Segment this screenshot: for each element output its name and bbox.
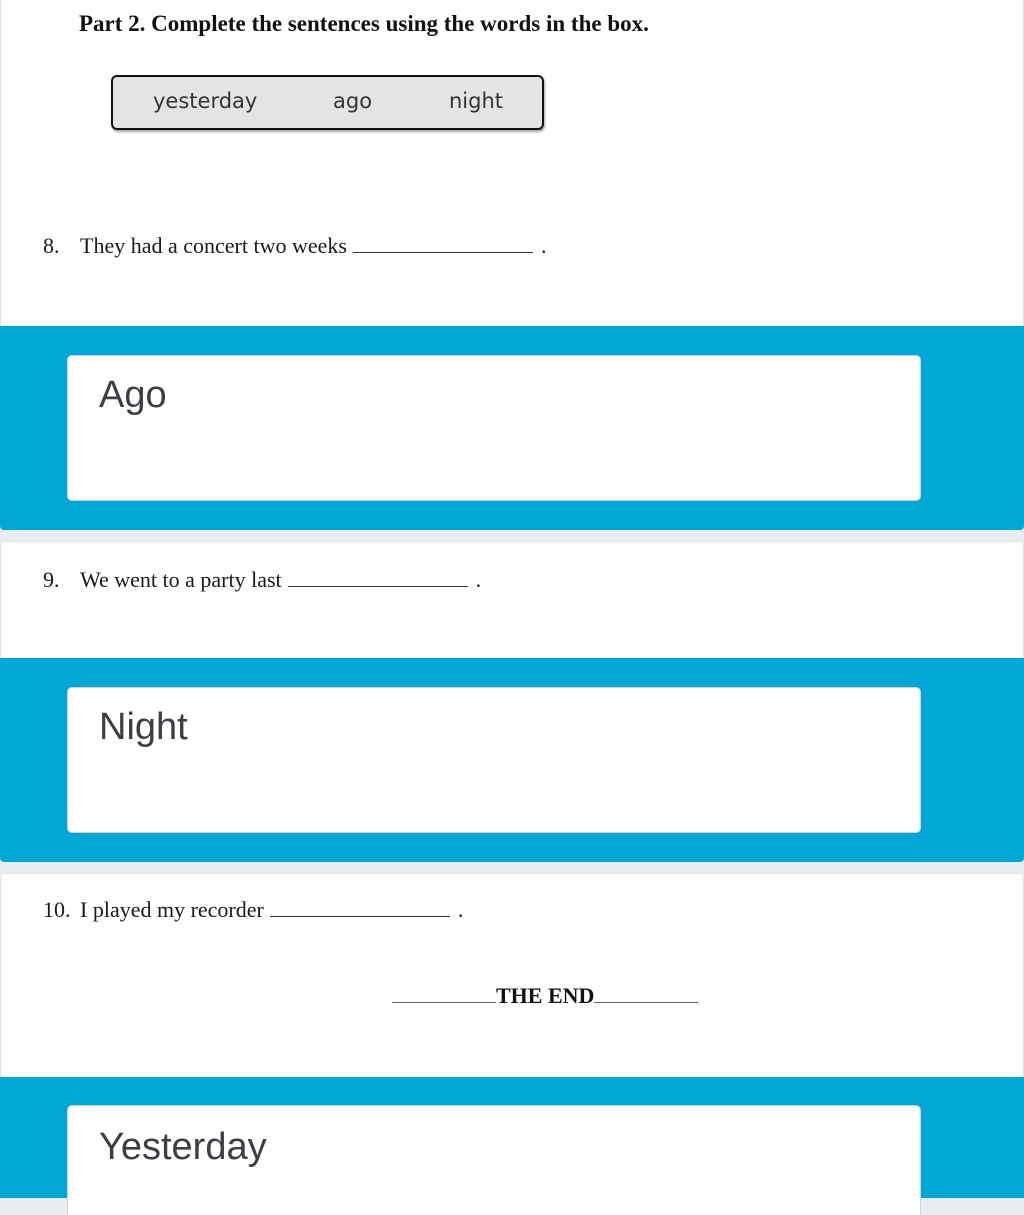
question-text: They had a concert two weeks xyxy=(80,233,347,258)
question-10 xyxy=(43,897,463,923)
answer-value: Ago xyxy=(99,374,167,416)
question-card-10 xyxy=(0,873,1024,1079)
answer-blank xyxy=(270,898,450,917)
answer-field-8[interactable] xyxy=(67,355,921,501)
divider-line xyxy=(594,1001,698,1003)
word-bank-item-ago: ago xyxy=(333,89,373,113)
the-end-label: THE END xyxy=(496,983,595,1008)
question-number: 10. xyxy=(43,897,71,922)
divider-line xyxy=(392,1001,496,1003)
question-number: 8. xyxy=(43,233,60,258)
word-bank-item-yesterday: yesterday xyxy=(153,89,258,113)
word-bank-item-night: night xyxy=(449,89,504,113)
question-end-punctuation: . xyxy=(540,233,547,258)
question-text: I played my recorder xyxy=(80,897,264,922)
answer-value: Night xyxy=(99,706,188,748)
answer-field-10[interactable] xyxy=(67,1105,921,1215)
answer-section-10 xyxy=(0,1077,1024,1198)
answer-blank xyxy=(288,568,468,587)
answer-section-9 xyxy=(0,658,1024,862)
answer-value: Yesterday xyxy=(99,1126,267,1168)
question-9 xyxy=(43,567,481,593)
question-text: We went to a party last xyxy=(80,567,282,592)
the-end-footer xyxy=(392,983,698,1009)
word-bank-box xyxy=(111,75,544,130)
question-number: 9. xyxy=(43,567,60,592)
question-end-punctuation: . xyxy=(475,567,482,592)
question-8 xyxy=(43,233,546,259)
answer-blank xyxy=(353,234,533,253)
question-card-9 xyxy=(0,541,1024,661)
question-end-punctuation: . xyxy=(457,897,464,922)
instructions-title: Part 2. Complete the sentences using the words in the box. xyxy=(79,11,649,36)
answer-section-8 xyxy=(0,326,1024,530)
answer-field-9[interactable] xyxy=(67,687,921,833)
question-card-8 xyxy=(0,0,1024,328)
